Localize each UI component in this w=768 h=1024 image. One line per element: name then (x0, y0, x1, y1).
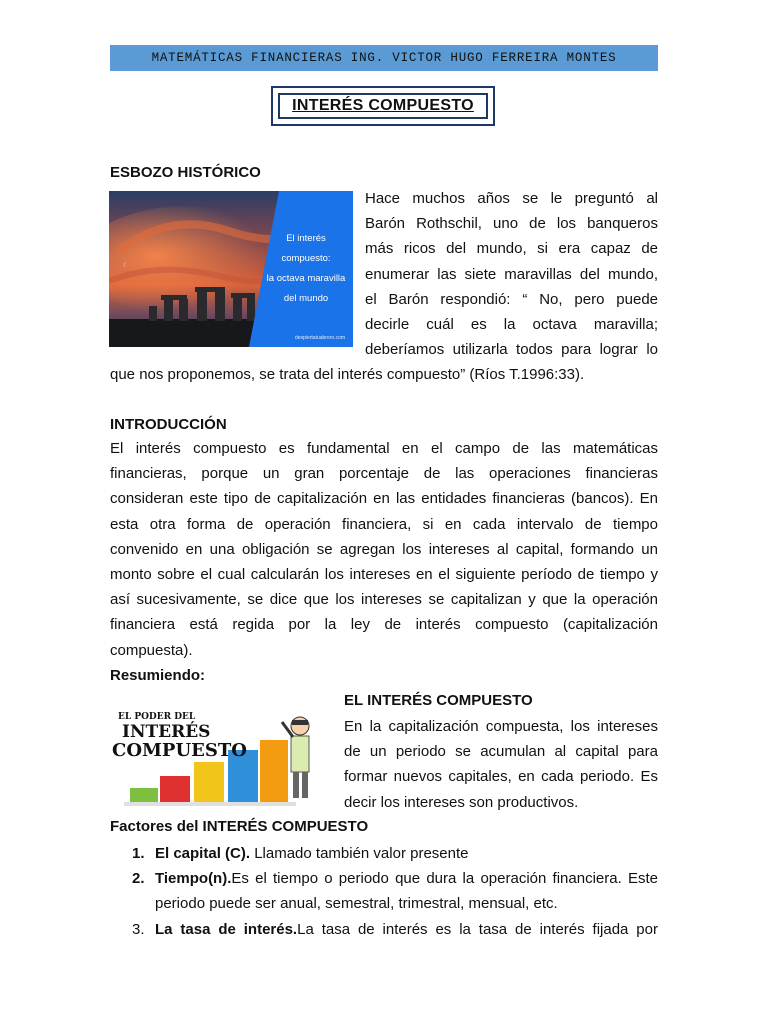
text-line: Barón Rothschil, uno de los banqueros (365, 215, 658, 233)
summary-paragraph (344, 714, 658, 815)
text-line: consideran este tipo de capitalización en las entidades financieras (bancos). En (110, 490, 658, 508)
text-line: En la capitalización compuesta, los intereses (344, 718, 658, 735)
text-line: financieras, porque un gran porcentaje de las operaciones financieras (110, 465, 658, 483)
text-line: el Barón respondió: “ No, pero puede (365, 290, 658, 308)
stonehenge-sunset-image (109, 191, 353, 347)
caption-line: del mundo (283, 293, 329, 304)
caption-line: la octava maravilla (266, 273, 346, 284)
summary-subheading: EL INTERÉS COMPUESTO (344, 692, 533, 709)
text-line: más ricos del mundo, si era capaz de (365, 240, 658, 258)
list-item (110, 841, 658, 866)
interes-compuesto-cartoon-image (110, 710, 334, 810)
summary-heading: Resumiendo: (110, 667, 206, 684)
running-header: MATEMÁTICAS FINANCIERAS ING. VICTOR HUGO FERREIRA MONTES (110, 45, 658, 71)
text-line: financiera está regida por la ley de interés compuesto (capitalización (110, 616, 658, 634)
text-line: deberíamos utilizarla todos para lograr lo (365, 341, 658, 359)
factor-term: Tiempo(n). (155, 870, 232, 888)
factor-description: Es el tiempo o periodo que dura la operación financiera. Este (231, 870, 658, 888)
factor-term: La tasa de interés. (155, 920, 298, 938)
list-item (110, 866, 658, 916)
text-line: compuesta). (110, 641, 193, 659)
list-number: 1. (132, 845, 145, 862)
caption-line: El interés (286, 233, 326, 244)
title-box (271, 86, 495, 126)
text-line: monto sobre el cual calcularán los intereses en el siguiente período de tiempo y (110, 566, 658, 584)
image-caption (259, 229, 353, 309)
text-line: convenido en una obligación se agregan los intereses al capital, formando un (110, 540, 658, 558)
text-line: enumerar las siete maravillas del mundo, (365, 265, 658, 283)
text-line: El interés compuesto es fundamental en el campo de las matemáticas (110, 440, 658, 457)
image-text-line2: INTERÉS (122, 722, 211, 742)
intro-heading: INTRODUCCIÓN (110, 416, 227, 433)
image-site-credit: despiertatuabrero.com (295, 335, 346, 341)
factor-description: Llamado también valor presente (250, 845, 469, 862)
factor-description-cont: periodo puede ser anual, semestral, trimestral, mensual, etc. (155, 895, 558, 913)
svg-text:☾: ☾ (123, 263, 129, 269)
image-text-line3: COMPUESTO (112, 740, 247, 761)
factors-heading: Factores del INTERÉS COMPUESTO (110, 818, 369, 835)
history-heading: ESBOZO HISTÓRICO (110, 164, 261, 181)
list-item (110, 917, 658, 942)
text-line: decir los intereses son productivos. (344, 793, 579, 811)
factor-term: El capital (C). (155, 845, 251, 862)
text-line: de un periodo se acumulan al capital para (344, 743, 658, 761)
factor-description: La tasa de interés es la tasa de interés fijada por (297, 920, 658, 938)
text-line: esta otra forma de operación financiera, si en cada intervalo de tiempo (110, 515, 658, 533)
text-line: así sucesivamente, se dice que los intereses se capitalizan y que la operación (110, 591, 658, 609)
text-line: formar nuevos capitales, en cada periodo. Es (344, 768, 658, 786)
caption-line: compuesto: (281, 253, 331, 264)
document-title: INTERÉS COMPUESTO (278, 93, 488, 119)
history-paragraph-end (110, 362, 658, 387)
list-number: 3. (132, 920, 145, 938)
intro-paragraph (110, 436, 658, 663)
text-line: que nos proponemos, se trata del interés compuesto” (Ríos T.1996:33). (110, 366, 585, 383)
factors-list (110, 841, 658, 942)
text-line: decirle cuál es la octava maravilla; (365, 316, 658, 334)
list-number: 2. (132, 870, 145, 888)
image-text-line1: EL PODER DEL (118, 712, 196, 722)
text-line: Hace muchos años se le preguntó al (365, 190, 658, 207)
history-paragraph-wrapped (365, 186, 658, 362)
